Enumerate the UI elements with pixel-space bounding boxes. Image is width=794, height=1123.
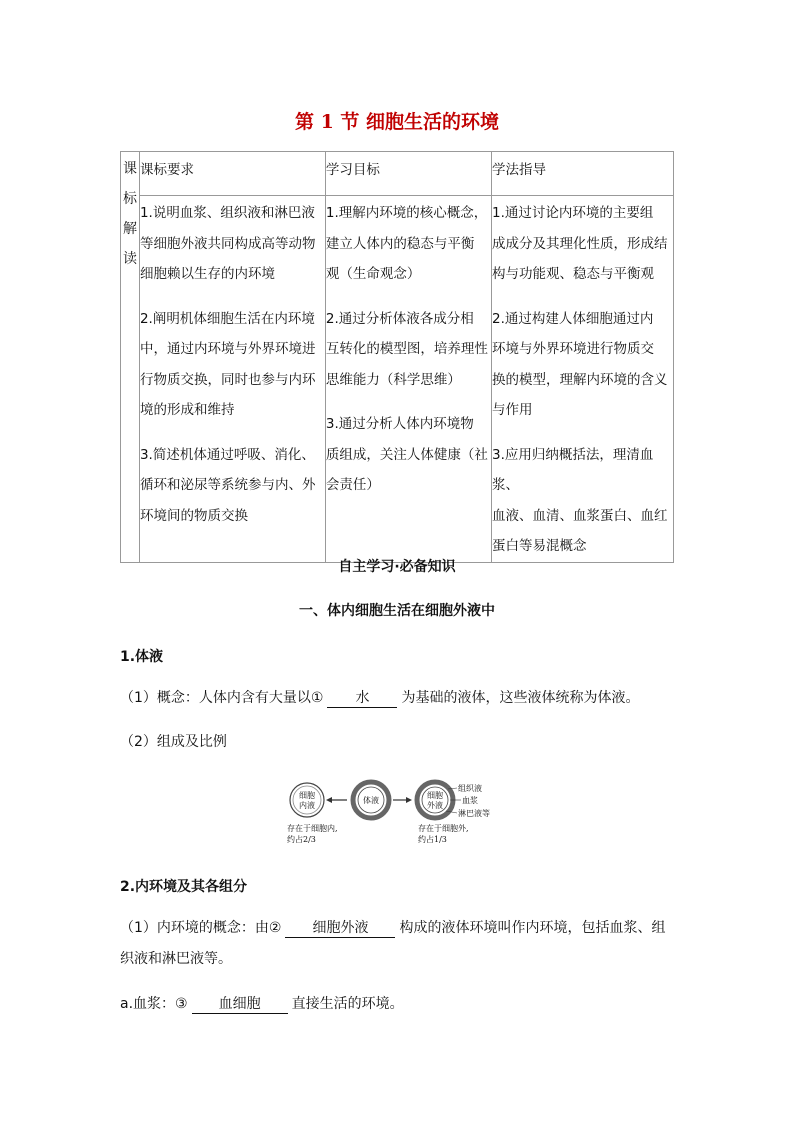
text-line: 细胞赖以生存的内环境 — [139, 266, 275, 282]
header-requirements: 课标要求 — [139, 162, 194, 178]
text-fragment: 织液和淋巴液等。 — [120, 951, 232, 967]
requirements-cell — [139, 196, 325, 563]
answer-blank: 细胞外液 — [285, 919, 395, 938]
right-circle-label: 外液 — [427, 801, 443, 810]
text-line: 思维能力（科学思维） — [325, 371, 461, 388]
text-line: 2.通过分析体液各成分相 — [325, 310, 474, 327]
text-line: 血液、血清、血浆蛋白、血红 — [492, 507, 668, 524]
page-title: 第 1 节 细胞生活的环境 — [294, 111, 500, 133]
label-lymph: 淋巴液等 — [458, 809, 490, 818]
text-line: 等细胞外液共同构成高等动物 — [139, 235, 316, 252]
text-fragment: a.血浆：③ — [120, 996, 188, 1012]
right-note: 存在于细胞外, — [418, 824, 469, 833]
text-fragment: （1）内环境的概念：由② — [120, 920, 282, 936]
side-label-char: 标 — [122, 191, 137, 207]
text-line: 2.通过构建人体细胞通过内 — [492, 310, 654, 327]
text-fragment: 为基础的液体，这些液体统称为体液。 — [401, 690, 640, 706]
text-line: 1.理解内环境的核心概念， — [325, 205, 488, 221]
objectives-cell — [325, 196, 491, 563]
text-line: 中，通过内环境与外界环境进 — [139, 341, 316, 357]
section-heading: 自主学习·必备知识 — [338, 559, 456, 575]
side-label-cell — [121, 152, 140, 563]
center-circle-label: 体液 — [363, 796, 379, 805]
text-fragment: 构成的液体环境叫作内环境，包括血浆、组 — [399, 920, 666, 936]
text-line: 换的模型，理解内环境的含义 — [492, 371, 668, 388]
text-line: 互转化的模型图，培养理性 — [325, 341, 488, 357]
side-label-char: 课 — [122, 161, 137, 177]
side-label-char: 读 — [122, 251, 137, 267]
text-line: 1.说明血浆、组织液和淋巴液 — [139, 205, 315, 221]
header-guidance: 学法指导 — [492, 162, 546, 178]
text-line: 会责任） — [325, 477, 380, 493]
arrow-left-head — [326, 797, 332, 803]
text-line: 成成分及其理化性质，形成结 — [492, 235, 668, 252]
answer-blank: 血细胞 — [192, 995, 288, 1014]
label-interstitial: 组织液 — [458, 784, 482, 793]
text-line: 构与功能观、稳态与平衡观 — [492, 266, 654, 282]
side-label-char: 解 — [122, 221, 137, 237]
left-circle-label: 细胞 — [299, 791, 315, 800]
text-line: 观（生命观念） — [325, 266, 421, 282]
text-line: 2.阐明机体细胞生活在内环境 — [139, 310, 315, 327]
body-fluid-diagram — [285, 775, 515, 845]
text-fragment: （1）概念：人体内含有大量以① — [120, 690, 324, 706]
heading-internal-env: 2.内环境及其各组分 — [120, 879, 248, 895]
text-line: 境的形成和维持 — [139, 402, 235, 418]
paragraph-internal-env — [120, 913, 675, 975]
paragraph-concept — [120, 683, 675, 714]
guidance-cell — [492, 196, 674, 563]
left-circle-label: 内液 — [299, 801, 315, 810]
curriculum-table — [120, 151, 674, 563]
paragraph-composition: （2）组成及比例 — [120, 734, 227, 750]
text-line: 3.应用归纳概括法，理清血浆、 — [492, 446, 654, 493]
subsection-heading: 一、体内细胞生活在细胞外液中 — [299, 603, 495, 619]
text-line: 3.通过分析人体内环境物 — [325, 416, 474, 432]
right-circle-label: 细胞 — [427, 791, 443, 800]
text-fragment: 直接生活的环境。 — [291, 996, 404, 1012]
header-objectives: 学习目标 — [325, 162, 380, 178]
left-note: 存在于细胞内, — [287, 824, 338, 833]
text-line: 建立人体内的稳态与平衡 — [325, 235, 475, 252]
text-line: 蛋白等易混概念 — [492, 538, 587, 554]
text-line: 3.简述机体通过呼吸、消化、 — [139, 446, 315, 463]
left-note: 约占2/3 — [287, 835, 316, 844]
text-line: 与作用 — [492, 402, 533, 418]
text-line: 环境与外界环境进行物质交 — [492, 341, 654, 357]
arrow-right-head — [406, 797, 412, 803]
text-line: 循环和泌尿等系统参与内、外 — [139, 477, 316, 493]
intracellular-circle — [290, 783, 324, 817]
heading-body-fluid: 1.体液 — [120, 649, 164, 665]
text-line: 质组成，关注人体健康（社 — [325, 446, 488, 463]
right-note: 约占1/3 — [418, 835, 447, 844]
text-line: 环境间的物质交换 — [139, 507, 248, 524]
text-line: 行物质交换，同时也参与内环 — [139, 371, 316, 388]
paragraph-plasma — [120, 989, 675, 1020]
label-plasma: 血浆 — [462, 796, 478, 805]
text-line: 1.通过讨论内环境的主要组 — [492, 205, 654, 221]
answer-blank: 水 — [327, 689, 397, 708]
